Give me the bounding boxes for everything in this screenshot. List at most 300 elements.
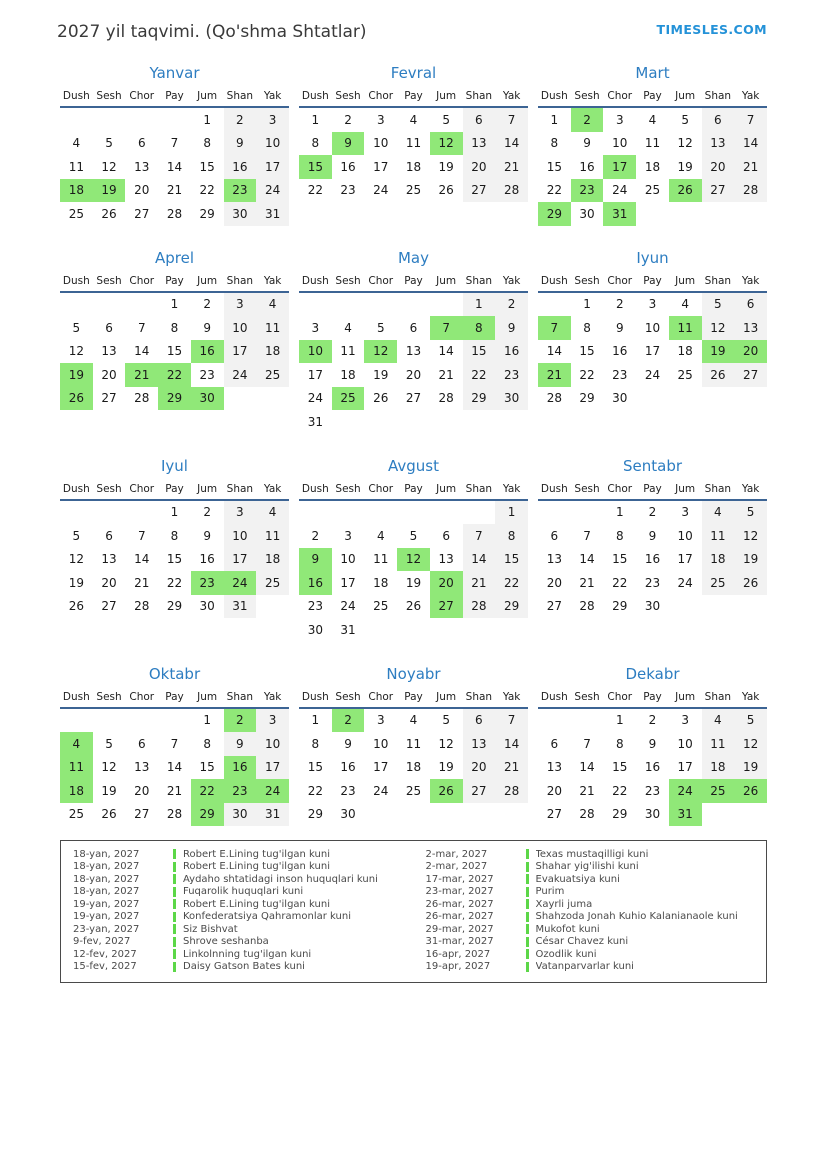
weekday-header: Yak (256, 272, 289, 292)
day-cell: 28 (734, 179, 767, 203)
day-cell: 1 (311, 713, 320, 728)
week-row (538, 202, 767, 226)
month-title[interactable]: Aprel (154, 248, 195, 267)
holiday-marker-icon (173, 899, 176, 909)
day-cell: 1 (550, 112, 559, 127)
month-calendar (538, 457, 767, 619)
day-cell: 18 (60, 779, 93, 803)
day-cell: 15 (307, 760, 323, 775)
day-cell: 11 (644, 136, 661, 151)
day-cell: 25 (256, 571, 289, 595)
weekday-header: Chor (125, 272, 158, 292)
empty-cell (332, 292, 365, 317)
empty-cell (60, 500, 93, 525)
weekday-header: Chor (364, 87, 397, 107)
day-cell: 22 (612, 575, 628, 590)
week-row (299, 708, 528, 733)
weekday-header: Dush (60, 480, 93, 500)
day-cell: 11 (60, 756, 93, 780)
day-cell: 8 (203, 136, 211, 151)
empty-cell (734, 803, 767, 827)
day-cell: 19 (93, 179, 126, 203)
legend-row (61, 848, 414, 861)
weekday-header: Chor (603, 272, 636, 292)
day-cell: 19 (734, 756, 767, 780)
legend-row (414, 848, 767, 861)
day-cell: 8 (495, 524, 528, 548)
day-cell: 16 (340, 760, 356, 775)
month-title[interactable]: Fevral (390, 64, 437, 82)
weekday-header: Chor (603, 688, 636, 708)
week-row (538, 595, 767, 619)
day-cell: 24 (669, 779, 702, 803)
day-cell: 12 (68, 344, 84, 359)
day-cell: 24 (373, 183, 389, 198)
day-cell: 9 (615, 320, 624, 335)
day-cell: 3 (311, 320, 320, 335)
weekday-header: Sesh (93, 272, 126, 292)
day-cell: 20 (734, 340, 767, 364)
week-row (60, 387, 289, 411)
empty-cell (463, 500, 496, 525)
legend-row (414, 948, 767, 961)
day-cell: 26 (68, 599, 84, 614)
legend-row (61, 923, 414, 936)
empty-cell (397, 618, 430, 642)
day-cell: 30 (191, 387, 224, 411)
month-title[interactable]: May (397, 248, 429, 267)
day-cell: 4 (344, 320, 352, 335)
holiday-marker-icon (173, 912, 176, 922)
day-cell: 17 (677, 552, 693, 567)
day-cell: 5 (702, 292, 735, 317)
empty-cell (702, 202, 735, 226)
day-cell: 19 (677, 159, 693, 174)
day-cell: 28 (546, 391, 562, 406)
day-cell: 12 (364, 340, 397, 364)
day-cell: 4 (648, 112, 657, 127)
weekday-header: Yak (495, 272, 528, 292)
weekday-header: Shan (463, 87, 496, 107)
day-cell: 26 (101, 206, 117, 221)
week-row (60, 202, 289, 226)
day-cell: 22 (199, 183, 215, 198)
week-row (299, 387, 528, 411)
day-cell: 18 (256, 340, 289, 364)
empty-cell (332, 410, 365, 434)
day-cell: 31 (307, 414, 323, 429)
legend-date: 26-mar, 2027 (425, 898, 494, 910)
day-cell: 26 (438, 183, 454, 198)
empty-cell (538, 292, 571, 317)
month-table (538, 87, 767, 226)
legend-row (61, 911, 414, 924)
week-row (538, 387, 767, 411)
day-cell: 5 (72, 320, 81, 335)
week-row (538, 571, 767, 595)
weekday-header: Chor (603, 87, 636, 107)
day-cell: 10 (677, 736, 693, 751)
weekday-header: Yak (495, 87, 528, 107)
day-cell: 29 (579, 391, 595, 406)
day-cell: 3 (681, 713, 689, 728)
day-cell: 22 (191, 779, 224, 803)
week-row (299, 732, 528, 756)
legend-row (414, 873, 767, 886)
week-row (299, 756, 528, 780)
weekday-header: Jum (669, 272, 702, 292)
legend-holiday-name: Evakuatsiya kuni (535, 873, 620, 885)
day-cell: 17 (307, 367, 323, 382)
day-cell: 30 (340, 807, 356, 822)
day-cell: 23 (340, 183, 356, 198)
day-cell: 11 (702, 524, 735, 548)
holiday-marker-icon (526, 937, 529, 947)
day-cell: 23 (224, 179, 257, 203)
day-cell: 14 (546, 344, 562, 359)
empty-cell (636, 202, 669, 226)
weekday-header: Jum (669, 480, 702, 500)
week-row (299, 803, 528, 827)
month-calendar (60, 64, 289, 226)
day-cell: 4 (702, 500, 735, 525)
day-cell: 22 (307, 783, 323, 798)
legend-row (414, 923, 767, 936)
weekday-header-row (299, 87, 528, 107)
empty-cell (495, 410, 528, 434)
weekday-header-row (60, 87, 289, 107)
week-row (299, 340, 528, 364)
day-cell: 2 (203, 505, 211, 520)
weekday-header: Jum (669, 688, 702, 708)
day-cell: 12 (438, 736, 454, 751)
empty-cell (125, 708, 158, 733)
day-cell: 30 (224, 803, 257, 827)
day-cell: 30 (644, 599, 661, 614)
day-cell: 13 (702, 132, 735, 156)
legend-date: 23-mar, 2027 (425, 886, 494, 898)
empty-cell (125, 292, 158, 317)
legend-holiday-name: Vatanparvarlar kuni (535, 961, 634, 973)
site-link[interactable]: TIMESLES.COM (656, 22, 767, 37)
day-cell: 20 (463, 756, 496, 780)
legend-holiday-name: Aydaho shtatidagi inson huquqlari kuni (183, 873, 378, 885)
day-cell: 23 (612, 367, 628, 382)
day-cell: 22 (463, 363, 496, 387)
day-cell: 29 (612, 807, 628, 822)
weekday-header: Yak (734, 87, 767, 107)
legend-date: 19-yan, 2027 (73, 898, 140, 910)
month-title[interactable]: Iyun (636, 248, 669, 267)
day-cell: 17 (340, 575, 356, 590)
empty-cell (60, 708, 93, 733)
day-cell: 10 (224, 316, 257, 340)
week-row (299, 363, 528, 387)
day-cell: 13 (546, 760, 562, 775)
month-table (60, 480, 289, 619)
weekday-header: Jum (191, 272, 224, 292)
day-cell: 30 (579, 206, 595, 221)
day-cell: 2 (495, 292, 528, 317)
month-calendar (538, 64, 767, 226)
weekday-header-row (538, 87, 767, 107)
day-cell: 3 (376, 713, 385, 728)
weekday-header: Yak (495, 480, 528, 500)
month-title[interactable]: Yanvar (149, 64, 200, 82)
week-row (538, 132, 767, 156)
day-cell: 11 (256, 524, 289, 548)
day-cell: 10 (256, 732, 289, 756)
empty-cell (463, 618, 496, 642)
day-cell: 6 (137, 136, 146, 151)
weekday-header: Dush (538, 272, 571, 292)
day-cell: 3 (224, 500, 257, 525)
day-cell: 21 (438, 367, 454, 382)
weekday-header: Sesh (332, 480, 365, 500)
empty-cell (93, 292, 126, 317)
empty-cell (364, 410, 397, 434)
day-cell: 19 (405, 575, 422, 590)
empty-cell (299, 292, 332, 317)
day-cell: 15 (166, 552, 183, 567)
day-cell: 7 (495, 107, 528, 132)
month-table (299, 688, 528, 827)
day-cell: 22 (579, 367, 595, 382)
day-cell: 16 (644, 760, 661, 775)
day-cell: 5 (105, 136, 113, 151)
day-cell: 6 (409, 320, 418, 335)
day-cell: 1 (583, 297, 591, 312)
day-cell: 31 (256, 202, 289, 226)
empty-cell (430, 292, 463, 317)
day-cell: 16 (579, 159, 595, 174)
weekday-header: Shan (224, 87, 257, 107)
day-cell: 16 (299, 571, 332, 595)
day-cell: 3 (344, 528, 352, 543)
day-cell: 18 (644, 159, 661, 174)
month-table (60, 272, 289, 411)
day-cell: 9 (203, 528, 211, 543)
weekday-header: Shan (463, 272, 496, 292)
day-cell: 23 (571, 179, 604, 203)
day-cell: 10 (299, 340, 332, 364)
month-title[interactable]: Dekabr (625, 664, 680, 683)
legend-holiday-name: Xayrli juma (535, 898, 593, 910)
empty-cell (430, 500, 463, 525)
month-title[interactable]: Mart (635, 64, 670, 82)
day-cell: 23 (191, 571, 224, 595)
day-cell: 10 (677, 528, 693, 543)
day-cell: 1 (615, 505, 624, 520)
day-cell: 18 (702, 548, 735, 572)
day-cell: 14 (734, 132, 767, 156)
day-cell: 22 (307, 183, 323, 198)
day-cell: 19 (702, 340, 735, 364)
month-table (299, 87, 528, 202)
day-cell: 20 (101, 367, 117, 382)
day-cell: 25 (677, 367, 693, 382)
day-cell: 13 (101, 344, 117, 359)
weekday-header: Pay (158, 272, 191, 292)
week-row (299, 316, 528, 340)
day-cell: 9 (583, 136, 591, 151)
day-cell: 13 (134, 760, 150, 775)
week-row (60, 132, 289, 156)
month-table (60, 87, 289, 226)
weekday-header: Dush (538, 480, 571, 500)
legend-date: 31-mar, 2027 (425, 936, 494, 948)
legend-holiday-name: Linkolnning tug'ilgan kuni (183, 948, 312, 960)
day-cell: 29 (199, 206, 215, 221)
day-cell: 20 (101, 575, 117, 590)
day-cell: 24 (224, 571, 257, 595)
weekday-header: Dush (60, 87, 93, 107)
day-cell: 17 (677, 760, 693, 775)
weekday-header: Dush (299, 272, 332, 292)
legend-holiday-name: Shrove seshanba (183, 936, 269, 948)
month-title[interactable]: Sentabr (622, 456, 683, 475)
month-calendar (538, 665, 767, 827)
month-title[interactable]: Noyabr (386, 664, 441, 683)
weekday-header: Pay (636, 688, 669, 708)
day-cell: 9 (648, 528, 657, 543)
day-cell: 28 (166, 807, 183, 822)
empty-cell (332, 500, 365, 525)
weekday-header: Sesh (93, 480, 126, 500)
page-header (0, 0, 827, 42)
legend-holiday-name: Shahzoda Jonah Kuhio Kalanianaole kuni (535, 911, 738, 923)
month-title[interactable]: Oktabr (148, 664, 201, 683)
day-cell: 3 (376, 112, 385, 127)
day-cell: 5 (72, 528, 81, 543)
empty-cell (158, 107, 191, 132)
day-cell: 11 (405, 136, 422, 151)
day-cell: 25 (702, 779, 735, 803)
week-row (299, 571, 528, 595)
legend-holiday-name: Robert E.Lining tug'ilgan kuni (183, 898, 330, 910)
weekday-header: Pay (636, 480, 669, 500)
day-cell: 31 (224, 595, 257, 619)
day-cell: 24 (256, 779, 289, 803)
legend-date: 17-mar, 2027 (425, 873, 494, 885)
empty-cell (364, 292, 397, 317)
legend-holiday-name: Mukofot kuni (535, 923, 600, 935)
day-cell: 10 (612, 136, 628, 151)
day-cell: 7 (430, 316, 463, 340)
day-cell: 22 (166, 575, 183, 590)
day-cell: 14 (438, 344, 454, 359)
week-row (299, 107, 528, 132)
legend-date: 18-yan, 2027 (73, 873, 140, 885)
legend-date: 2-mar, 2027 (425, 861, 488, 873)
day-cell: 16 (644, 552, 661, 567)
empty-cell (571, 500, 604, 525)
empty-cell (397, 410, 430, 434)
month-title[interactable]: Avgust (388, 456, 439, 475)
day-cell: 31 (603, 202, 636, 226)
weekday-header-row (299, 688, 528, 708)
legend-row (414, 886, 767, 899)
weekday-header: Sesh (332, 688, 365, 708)
day-cell: 2 (648, 713, 657, 728)
week-row (538, 500, 767, 525)
legend-date: 19-apr, 2027 (425, 961, 491, 973)
day-cell: 13 (101, 552, 117, 567)
day-cell: 26 (101, 807, 117, 822)
holiday-marker-icon (173, 937, 176, 947)
legend-date: 9-fev, 2027 (73, 936, 131, 948)
month-title[interactable]: Iyul (161, 456, 188, 475)
weekday-header: Dush (60, 272, 93, 292)
weekday-header: Dush (538, 688, 571, 708)
empty-cell (93, 708, 126, 733)
day-cell: 23 (644, 783, 661, 798)
day-cell: 11 (256, 316, 289, 340)
day-cell: 5 (409, 528, 418, 543)
empty-cell (734, 387, 767, 411)
day-cell: 3 (256, 708, 289, 733)
holiday-marker-icon (526, 924, 529, 934)
day-cell: 13 (463, 732, 496, 756)
day-cell: 1 (463, 292, 496, 317)
day-cell: 27 (702, 179, 735, 203)
week-row (299, 179, 528, 203)
day-cell: 25 (405, 183, 422, 198)
day-cell: 8 (311, 136, 320, 151)
day-cell: 4 (60, 732, 93, 756)
empty-cell (702, 387, 735, 411)
day-cell: 19 (101, 783, 117, 798)
day-cell: 6 (105, 320, 113, 335)
day-cell: 7 (170, 736, 179, 751)
holiday-marker-icon (173, 887, 176, 897)
weekday-header: Jum (430, 688, 463, 708)
weekday-header-row (60, 480, 289, 500)
weekday-header: Chor (125, 87, 158, 107)
day-cell: 12 (734, 732, 767, 756)
month-calendar (299, 64, 528, 202)
day-cell: 11 (669, 316, 702, 340)
day-cell: 27 (101, 599, 117, 614)
empty-cell (60, 107, 93, 132)
legend-row (414, 936, 767, 949)
week-row (299, 132, 528, 156)
empty-cell (93, 107, 126, 132)
day-cell: 8 (311, 736, 320, 751)
weekday-header: Sesh (93, 87, 126, 107)
day-cell: 21 (125, 363, 158, 387)
day-cell: 29 (612, 599, 628, 614)
day-cell: 4 (376, 528, 385, 543)
day-cell: 8 (615, 736, 624, 751)
empty-cell (364, 618, 397, 642)
empty-cell (669, 202, 702, 226)
legend-holiday-name: Robert E.Lining tug'ilgan kuni (183, 848, 330, 860)
empty-cell (734, 595, 767, 619)
day-cell: 8 (170, 320, 179, 335)
day-cell: 14 (166, 760, 183, 775)
week-row (60, 756, 289, 780)
legend-date: 18-yan, 2027 (73, 861, 140, 873)
day-cell: 7 (538, 316, 571, 340)
day-cell: 25 (68, 206, 84, 221)
empty-cell (669, 387, 702, 411)
legend-holiday-name: Shahar yig'ilishi kuni (535, 861, 639, 873)
holiday-marker-icon (173, 862, 176, 872)
day-cell: 6 (442, 528, 450, 543)
day-cell: 7 (495, 708, 528, 733)
weekday-header: Sesh (332, 272, 365, 292)
